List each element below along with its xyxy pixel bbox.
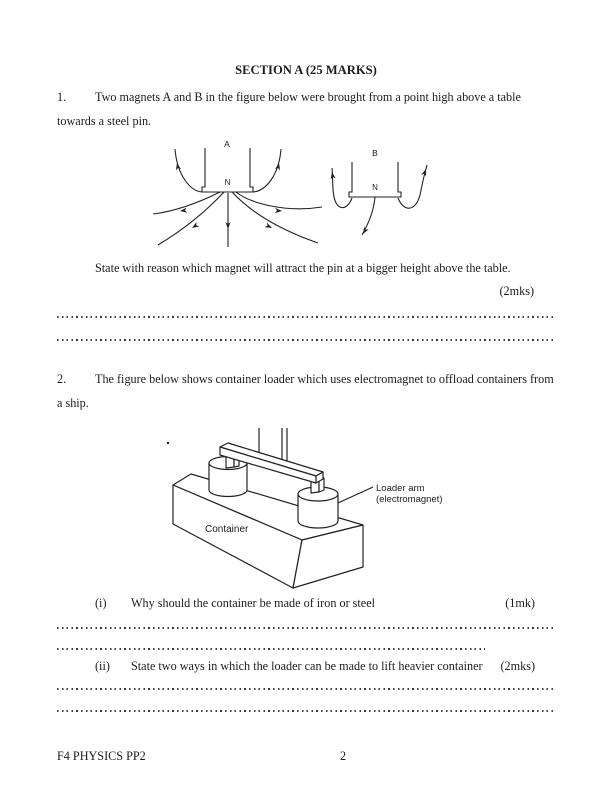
magnet-b-label: B <box>372 148 378 158</box>
question-2-part-ii <box>95 659 535 674</box>
magnet-b-pole-label: N <box>372 183 378 192</box>
container-loader-figure <box>140 420 480 595</box>
q2-part-ii-answer-line-2[interactable] <box>57 710 555 712</box>
magnet-a-pole-label: N <box>224 178 231 187</box>
part-ii-text: State two ways in which the loader can be made to lift heavier container <box>131 659 483 673</box>
container-label: Container <box>205 524 249 535</box>
part-i-label: (i) <box>95 596 107 610</box>
part-i-marks: (1mk) <box>505 596 535 610</box>
footer-paper-title: F4 PHYSICS PP2 <box>57 749 146 763</box>
q2-part-ii-answer-line-1[interactable] <box>57 688 555 690</box>
loader-arm-label-line1: Loader arm <box>376 483 425 494</box>
question-2-text: The figure below shows container loader which uses electromagnet to offload containers from a ship. <box>57 372 554 410</box>
field-arrowheads <box>174 162 428 235</box>
loader-arm-label-line2: (electromagnet) <box>376 494 443 505</box>
q2-part-i-answer-line-1[interactable] <box>57 627 555 629</box>
part-ii-marks: (2mks) <box>500 659 535 673</box>
question-1-number: 1. <box>57 90 67 104</box>
q1-answer-line-1[interactable] <box>57 316 555 318</box>
question-2-number: 2. <box>57 372 67 386</box>
question-1-text: Two magnets A and B in the figure below were brought from a point high above a table towards a steel pin. <box>57 90 521 128</box>
magnet-field-figure <box>150 135 480 255</box>
figure-dot <box>167 442 169 444</box>
q1-answer-line-2[interactable] <box>57 339 555 341</box>
electromagnet-right <box>298 487 338 528</box>
magnet-a-label: A <box>224 139 230 149</box>
question-1-paragraph <box>57 86 557 133</box>
footer-page-number: 2 <box>340 749 347 763</box>
label-leader-line <box>338 487 373 503</box>
question-2-part-i <box>95 596 535 611</box>
q2-part-i-answer-line-2[interactable] <box>57 648 485 650</box>
section-title: SECTION A (25 MARKS) <box>235 63 377 77</box>
part-i-text: Why should the container be made of iron or steel <box>131 596 376 610</box>
question-2-paragraph <box>57 368 557 415</box>
part-ii-label: (ii) <box>95 659 110 673</box>
question-1-prompt: State with reason which magnet will attract the pin at a bigger height above the table. <box>95 261 511 275</box>
question-1-marks: (2mks) <box>499 284 534 298</box>
